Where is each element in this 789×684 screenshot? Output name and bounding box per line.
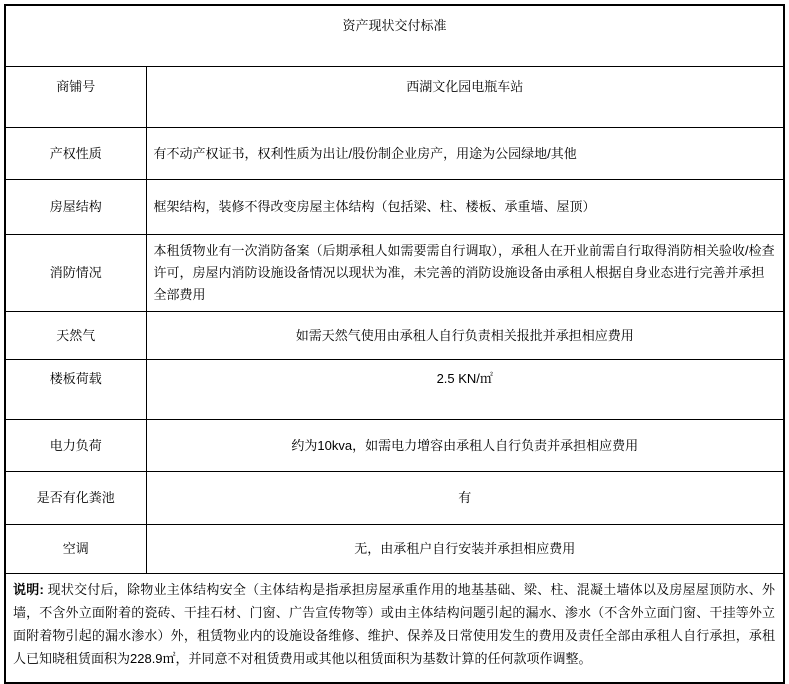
building-structure-value: 框架结构，装修不得改变房屋主体结构（包括梁、柱、楼板、承重墙、屋顶） — [146, 180, 784, 235]
row-building-structure — [5, 180, 784, 235]
power-load-value: 约为10kva，如需电力增容由承租人自行负责并承担相应费用 — [146, 420, 784, 472]
title-row — [5, 5, 784, 67]
floor-load-value: 2.5 KN/㎡ — [146, 360, 784, 420]
row-floor-load — [5, 360, 784, 420]
note-text: 现状交付后，除物业主体结构安全（主体结构是指承担房屋承重作用的地基基础、梁、柱、混凝土墙体以及房屋屋顶防水、外墙，不含外立面附着的瓷砖、干挂石材、门窗、广告宣传物等）或由主体结构问题引起的漏水、渗水（不含外立面门窗、干挂等外立面附着物引起的漏水渗水）外，租赁物业内的设施设备维修、维护、保养及日常使用发生的费用及责任全部由承租人自行承担，承租人已知晓租赁面积为228.9㎡，并同意不对租赁费用或其他以租赁面积为基数计算的任何款项作调整。 — [13, 582, 775, 666]
air-conditioning-label: 空调 — [5, 525, 146, 574]
row-property-rights — [5, 128, 784, 180]
shop-number-label: 商铺号 — [5, 67, 146, 128]
septic-tank-value: 有 — [146, 472, 784, 525]
building-structure-label: 房屋结构 — [5, 180, 146, 235]
row-fire-safety — [5, 235, 784, 312]
shop-number-value: 西湖文化园电瓶车站 — [146, 67, 784, 128]
row-air-conditioning — [5, 525, 784, 574]
property-rights-label: 产权性质 — [5, 128, 146, 180]
note-label: 说明: — [13, 582, 44, 597]
row-natural-gas — [5, 312, 784, 360]
delivery-standard-table — [4, 4, 785, 684]
fire-safety-label: 消防情况 — [5, 235, 146, 312]
air-conditioning-value: 无，由承租户自行安装并承担相应费用 — [146, 525, 784, 574]
septic-tank-label: 是否有化粪池 — [5, 472, 146, 525]
table-title: 资产现状交付标准 — [5, 5, 784, 67]
floor-load-label: 楼板荷载 — [5, 360, 146, 420]
natural-gas-label: 天然气 — [5, 312, 146, 360]
row-shop-number — [5, 67, 784, 128]
row-septic-tank — [5, 472, 784, 525]
note-row — [5, 574, 784, 684]
power-load-label: 电力负荷 — [5, 420, 146, 472]
property-rights-value: 有不动产权证书，权利性质为出让/股份制企业房产，用途为公园绿地/其他 — [146, 128, 784, 180]
fire-safety-value: 本租赁物业有一次消防备案（后期承租人如需要需自行调取），承租人在开业前需自行取得消防相关验收/检查许可，房屋内消防设施设备情况以现状为准，未完善的消防设施设备由承租人根据自身业态进行完善并承担全部费用 — [146, 235, 784, 312]
note-cell — [5, 574, 784, 684]
row-power-load — [5, 420, 784, 472]
natural-gas-value: 如需天然气使用由承租人自行负责相关报批并承担相应费用 — [146, 312, 784, 360]
